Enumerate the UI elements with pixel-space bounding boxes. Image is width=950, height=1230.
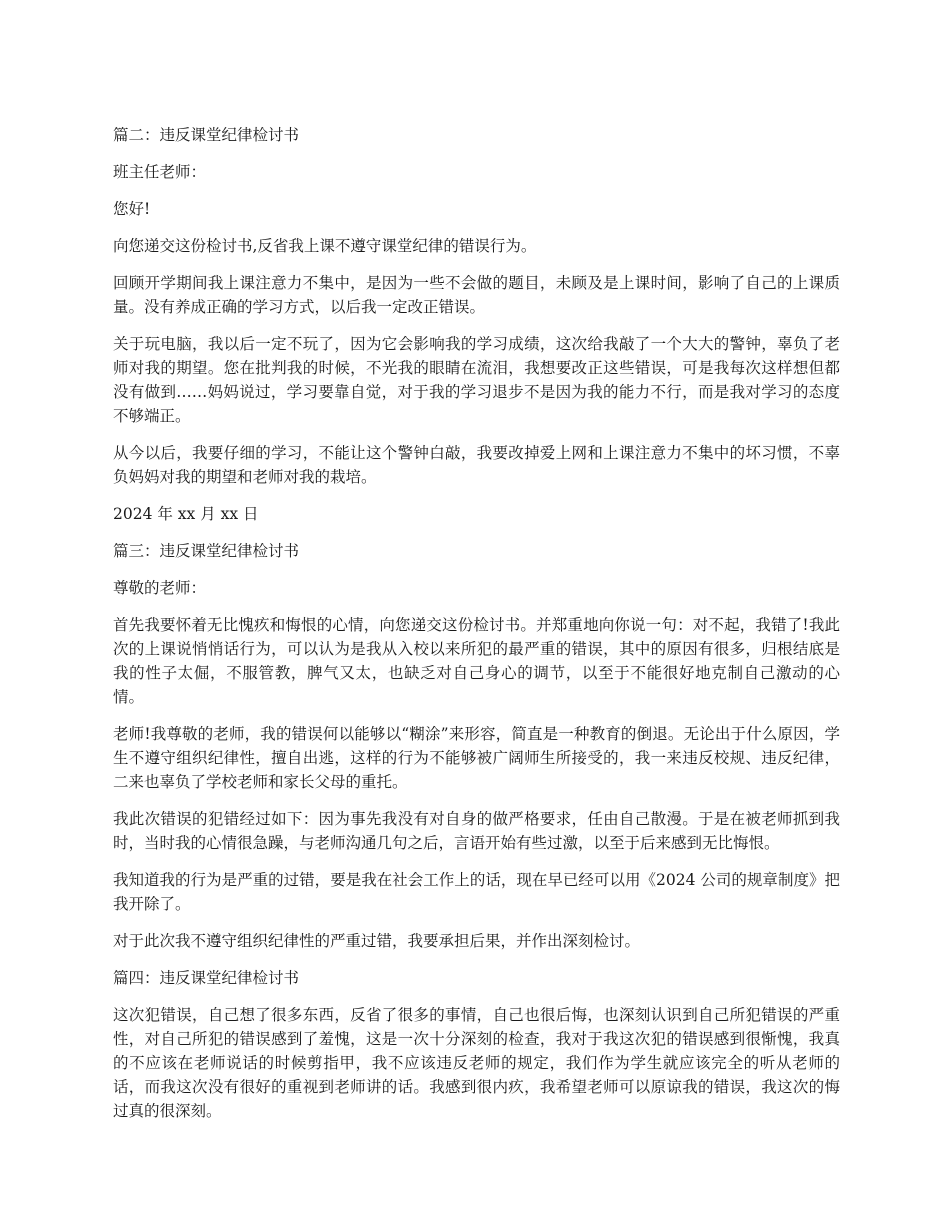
body-paragraph: 从今以后，我要仔细的学习，不能让这个警钟白敲，我要改掉爱上网和上课注意力不集中的坏习惯，不辜负妈妈对我的期望和老师对我的栽培。 bbox=[113, 444, 840, 486]
date-line: 2024 年 xx 月 xx 日 bbox=[113, 505, 259, 523]
section-heading-2: 篇二：违反课堂纪律检讨书 bbox=[113, 126, 300, 144]
body-paragraph: 我知道我的行为是严重的过错，要是我在社会工作上的话，现在早已经可以用《2024 公司的规章制度》把我开除了。 bbox=[113, 871, 840, 913]
body-paragraph: 首先我要怀着无比愧疚和悔恨的心情，向您递交这份检讨书。并郑重地向你说一句：对不起，我错了!我此次的上课说悄悄话行为，可以认为是我从入校以来所犯的最严重的错误，其中的原因有很多，归根结底是我的性子太倔，不服管教，脾气又太，也缺乏对自己身心的调节，以至于不能很好地克制自己激动的心情。 bbox=[113, 616, 840, 706]
body-paragraph: 回顾开学期间我上课注意力不集中，是因为一些不会做的题目，未顾及是上课时间，影响了自己的上课质量。没有养成正确的学习方式，以后我一定改正错误。 bbox=[113, 274, 840, 316]
body-paragraph: 这次犯错误，自己想了很多东西，反省了很多的事情，自己也很后悔，也深刻认识到自己所犯错误的严重性，对自己所犯的错误感到了羞愧，这是一次十分深刻的检查，我对于我这次犯的错误感到很惭愧，我真的不应该在老师说话的时候剪指甲，我不应该违反老师的规定，我们作为学生就应该完全的听从老师的话，而我这次没有很好的重视到老师讲的话。我感到很内疚，我希望老师可以原谅我的错误，我这次的悔过真的很深刻。 bbox=[113, 1006, 840, 1120]
salutation: 班主任老师： bbox=[113, 163, 207, 181]
body-paragraph: 向您递交这份检讨书,反省我上课不遵守课堂纪律的错误行为。 bbox=[113, 237, 537, 255]
body-paragraph: 我此次错误的犯错经过如下：因为事先我没有对自身的做严格要求，任由自己散漫。于是在被老师抓到我时，当时我的心情很急躁，与老师沟通几句之后，言语开始有些过激，以至于后来感到无比悔恨。 bbox=[113, 810, 840, 852]
greeting: 您好! bbox=[113, 200, 151, 218]
section-heading-3: 篇三：违反课堂纪律检讨书 bbox=[113, 542, 300, 560]
section-heading-4: 篇四：违反课堂纪律检讨书 bbox=[113, 969, 300, 987]
salutation: 尊敬的老师： bbox=[113, 579, 207, 597]
document-body bbox=[113, 123, 840, 1136]
body-paragraph: 对于此次我不遵守组织纪律性的严重过错，我要承担后果，并作出深刻检讨。 bbox=[113, 932, 641, 950]
body-paragraph: 老师!我尊敬的老师，我的错误何以能够以“糊涂”来形容，简直是一种教育的倒退。无论出于什么原因，学生不遵守组织纪律性，擅自出逃，这样的行为不能够被广阔师生所接受的，我一来违反校规、违反纪律，二来也辜负了学校老师和家长父母的重托。 bbox=[113, 725, 840, 791]
body-paragraph: 关于玩电脑，我以后一定不玩了，因为它会影响我的学习成绩，这次给我敲了一个大大的警钟，辜负了老师对我的期望。您在批判我的时候，不光我的眼睛在流泪，我想要改正这些错误，可是我每次这样想但都没有做到……妈妈说过，学习要靠自觉，对于我的学习退步不是因为我的能力不行，而是我对学习的态度不够端正。 bbox=[113, 335, 840, 425]
